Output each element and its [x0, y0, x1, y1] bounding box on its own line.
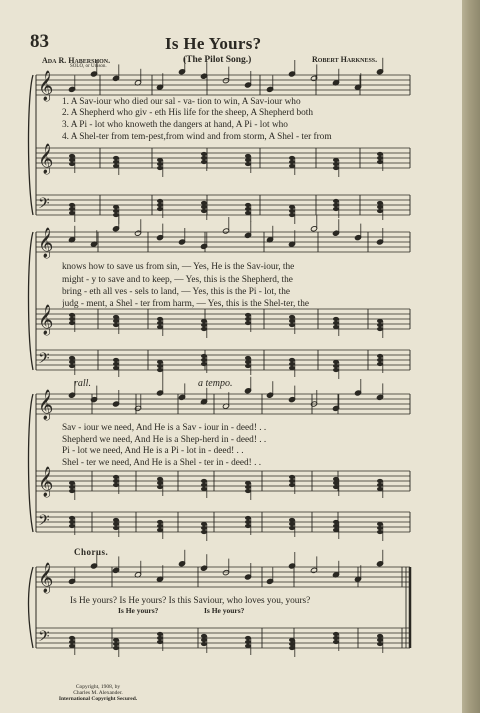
chord-note — [333, 364, 339, 368]
chord-note — [377, 362, 383, 366]
chord-note — [245, 207, 251, 211]
chord-note — [113, 164, 119, 168]
chord-note — [113, 358, 119, 362]
chord-note — [157, 199, 163, 203]
copyright-line-3: International Copyright Secured. — [58, 696, 138, 702]
chord-note — [333, 360, 339, 364]
chord-note — [377, 526, 383, 530]
chorus-echo-2: Is He yours? — [204, 606, 245, 615]
chord-note — [333, 640, 339, 644]
chord-note — [69, 356, 75, 360]
chord-note — [245, 516, 251, 520]
chord-note — [289, 213, 295, 217]
chord-note — [113, 475, 119, 479]
chord-note — [113, 646, 119, 650]
chord-note — [201, 638, 207, 642]
chord-note — [113, 209, 119, 213]
chord-note — [377, 209, 383, 213]
bass-clef-icon: 𝄢 — [38, 512, 50, 533]
chord-note — [201, 530, 207, 534]
chord-note — [69, 644, 75, 648]
chord-note — [69, 158, 75, 162]
verse-4-line-1: 4. A Shel-ter from tem-pest,from wind and from storm, A Shel - ter from — [62, 132, 332, 142]
chord-note — [245, 154, 251, 158]
chord-note — [245, 211, 251, 215]
chord-note — [377, 323, 383, 327]
chord-note — [113, 483, 119, 487]
chord-note — [289, 638, 295, 642]
chord-note — [245, 640, 251, 644]
chord-note — [289, 642, 295, 646]
chord-note — [377, 327, 383, 331]
chord-note — [69, 640, 75, 644]
chord-note — [377, 522, 383, 526]
copyright-line-2: Charles M. Alexander. — [73, 690, 123, 696]
chord-note — [289, 366, 295, 370]
chord-note — [245, 644, 251, 648]
chord-note — [333, 203, 339, 207]
chord-note — [245, 317, 251, 321]
chord-note — [201, 634, 207, 638]
bass-clef-icon: 𝄢 — [38, 195, 50, 216]
chord-note — [377, 487, 383, 491]
chord-note — [245, 364, 251, 368]
chord-note — [113, 319, 119, 323]
chord-note — [377, 642, 383, 646]
chord-note — [157, 636, 163, 640]
chord-note — [333, 524, 339, 528]
chord-note — [113, 479, 119, 483]
chord-note — [377, 530, 383, 534]
chord-note — [157, 321, 163, 325]
chord-note — [201, 354, 207, 358]
chord-note — [201, 483, 207, 487]
chord-note — [113, 638, 119, 642]
verse-1-line-3: Sav - iour we need, And He is a Sav - iour in - deed! . . — [62, 423, 267, 433]
chord-note — [157, 158, 163, 162]
chord-note — [289, 319, 295, 323]
chord-note — [333, 368, 339, 372]
bass-clef-icon: 𝄢 — [38, 350, 50, 371]
treble-clef-icon: 𝄞 — [38, 305, 54, 335]
verse-4-line-2: judg - ment, a Shel - ter from harm, — Yes, this is the Shel-ter, the — [62, 299, 309, 309]
chord-note — [113, 642, 119, 646]
chord-note — [113, 366, 119, 370]
chord-note — [69, 364, 75, 368]
chord-note — [289, 479, 295, 483]
chord-note — [113, 213, 119, 217]
a-tempo-direction: a tempo. — [198, 378, 233, 389]
book-spine — [462, 0, 480, 713]
chord-note — [289, 156, 295, 160]
treble-clef-icon: 𝄞 — [38, 390, 54, 420]
chord-note — [245, 489, 251, 493]
performance-note: SOLO, or Unison. — [70, 64, 107, 69]
chord-note — [333, 477, 339, 481]
chord-note — [157, 360, 163, 364]
chord-note — [157, 317, 163, 321]
chord-note — [157, 477, 163, 481]
chord-note — [69, 360, 75, 364]
system-brace — [29, 394, 34, 532]
chord-note — [201, 201, 207, 205]
chord-note — [69, 636, 75, 640]
chord-note — [377, 201, 383, 205]
verse-3-line-1: 3. A Pi - lot who knoweth the dangers at hand, A Pi - lot who — [62, 120, 288, 130]
chord-note — [157, 325, 163, 329]
chord-note — [333, 520, 339, 524]
chord-note — [69, 516, 75, 520]
chord-note — [201, 319, 207, 323]
chord-note — [113, 205, 119, 209]
chord-note — [333, 481, 339, 485]
page-number: 83 — [30, 31, 49, 52]
chord-note — [157, 162, 163, 166]
chord-note — [245, 162, 251, 166]
chord-note — [157, 524, 163, 528]
chord-note — [113, 522, 119, 526]
chord-note — [69, 485, 75, 489]
chord-note — [377, 479, 383, 483]
chord-note — [69, 524, 75, 528]
chord-note — [201, 526, 207, 530]
chord-note — [245, 313, 251, 317]
chord-note — [201, 205, 207, 209]
chord-note — [201, 642, 207, 646]
chord-note — [333, 321, 339, 325]
chord-note — [157, 207, 163, 211]
chord-note — [245, 356, 251, 360]
chord-note — [201, 358, 207, 362]
chord-note — [289, 205, 295, 209]
chord-note — [245, 520, 251, 524]
chord-note — [377, 638, 383, 642]
chord-note — [201, 522, 207, 526]
chord-note — [69, 211, 75, 215]
chord-note — [69, 520, 75, 524]
chord-note — [333, 199, 339, 203]
hymn-subtitle: (The Pilot Song.) — [183, 55, 252, 65]
chord-note — [245, 321, 251, 325]
chord-note — [157, 364, 163, 368]
chord-note — [157, 203, 163, 207]
verse-4-line-3: Shel - ter we need, And He is a Shel - ter in - deed! . . — [62, 458, 262, 468]
system-brace — [29, 75, 34, 215]
composer-credit: Robert Harkness. — [312, 55, 378, 64]
bass-clef-icon: 𝄢 — [38, 628, 50, 649]
copyright-line-1: Copyright, 1908, by — [75, 684, 121, 690]
system-brace — [29, 232, 34, 370]
chord-note — [113, 518, 119, 522]
chord-note — [333, 158, 339, 162]
chord-note — [201, 362, 207, 366]
chord-note — [333, 632, 339, 636]
chord-note — [333, 207, 339, 211]
chord-note — [333, 317, 339, 321]
chord-note — [289, 358, 295, 362]
verse-2-line-1: 2. A Shepherd who giv - eth His life for the sheep, A Shepherd both — [62, 108, 313, 118]
treble-clef-icon: 𝄞 — [38, 71, 54, 101]
chord-note — [157, 481, 163, 485]
rall-direction: rall. — [74, 378, 91, 389]
chord-note — [113, 160, 119, 164]
chorus-lyrics: Is He yours? Is He yours? Is this Saviour, who loves you, yours? — [70, 596, 311, 606]
chord-note — [201, 327, 207, 331]
treble-clef-icon: 𝄞 — [38, 563, 54, 593]
treble-clef-icon: 𝄞 — [38, 144, 54, 174]
chord-note — [201, 152, 207, 156]
chord-note — [377, 160, 383, 164]
chord-note — [201, 479, 207, 483]
chord-note — [333, 485, 339, 489]
chord-note — [69, 321, 75, 325]
chord-note — [289, 475, 295, 479]
chord-note — [289, 160, 295, 164]
chord-note — [245, 481, 251, 485]
chord-note — [289, 315, 295, 319]
chord-note — [289, 323, 295, 327]
chord-note — [69, 313, 75, 317]
chord-note — [157, 520, 163, 524]
chord-note — [289, 483, 295, 487]
chord-note — [289, 526, 295, 530]
chord-note — [333, 325, 339, 329]
chord-note — [157, 632, 163, 636]
treble-clef-icon: 𝄞 — [38, 228, 54, 258]
chord-note — [377, 354, 383, 358]
chord-note — [245, 158, 251, 162]
chord-note — [377, 358, 383, 362]
verse-1-line-1: 1. A Sav-iour who died our sal - va- tion to win, A Sav-iour who — [62, 97, 301, 107]
verse-2-line-2: might - y to save and to keep, — Yes, this is the Shepherd, the — [62, 275, 293, 285]
chorus-label: Chorus. — [74, 547, 109, 557]
chord-note — [69, 203, 75, 207]
chord-note — [333, 636, 339, 640]
chord-note — [377, 205, 383, 209]
chord-note — [201, 160, 207, 164]
chord-note — [113, 526, 119, 530]
chord-note — [113, 315, 119, 319]
chord-note — [157, 640, 163, 644]
chord-note — [157, 485, 163, 489]
chord-note — [201, 209, 207, 213]
chord-note — [157, 528, 163, 532]
chord-note — [69, 481, 75, 485]
chord-note — [69, 207, 75, 211]
chord-note — [201, 156, 207, 160]
hymn-title: Is He Yours? — [165, 34, 262, 53]
chord-note — [377, 156, 383, 160]
chord-note — [289, 646, 295, 650]
chord-note — [245, 524, 251, 528]
chord-note — [69, 489, 75, 493]
chord-note — [245, 636, 251, 640]
chord-note — [333, 166, 339, 170]
chord-note — [69, 154, 75, 158]
chord-note — [157, 166, 163, 170]
chord-note — [377, 319, 383, 323]
chord-note — [157, 368, 163, 372]
chord-note — [69, 317, 75, 321]
verse-3-line-3: Pi - lot we need, And He is a Pi - lot in - deed! . . — [62, 446, 244, 456]
chord-note — [377, 634, 383, 638]
chord-note — [245, 203, 251, 207]
verse-2-line-3: Shepherd we need, And He is a Shep-herd in - deed! . . — [62, 435, 267, 445]
chord-note — [69, 162, 75, 166]
chord-note — [377, 152, 383, 156]
verse-1-line-2: knows how to save us from sin, — Yes, He is the Sav-iour, the — [62, 262, 295, 272]
chord-note — [289, 209, 295, 213]
chord-note — [113, 362, 119, 366]
chorus-echo-1: Is He yours? — [118, 606, 159, 615]
chord-note — [377, 483, 383, 487]
chord-note — [333, 528, 339, 532]
chord-note — [201, 323, 207, 327]
chord-note — [289, 522, 295, 526]
chord-note — [289, 164, 295, 168]
verse-3-line-2: bring - eth all ves - sels to land, — Yes, this is the Pi - lot, the — [62, 287, 291, 297]
chord-note — [245, 360, 251, 364]
chord-note — [113, 323, 119, 327]
chord-note — [201, 487, 207, 491]
treble-clef-icon: 𝄞 — [38, 467, 54, 497]
system-brace — [29, 567, 34, 648]
chord-note — [333, 162, 339, 166]
lyricist-credit: Ada R. Habershon. — [42, 56, 111, 65]
chord-note — [113, 156, 119, 160]
chord-note — [289, 362, 295, 366]
chord-note — [245, 485, 251, 489]
chord-note — [289, 518, 295, 522]
